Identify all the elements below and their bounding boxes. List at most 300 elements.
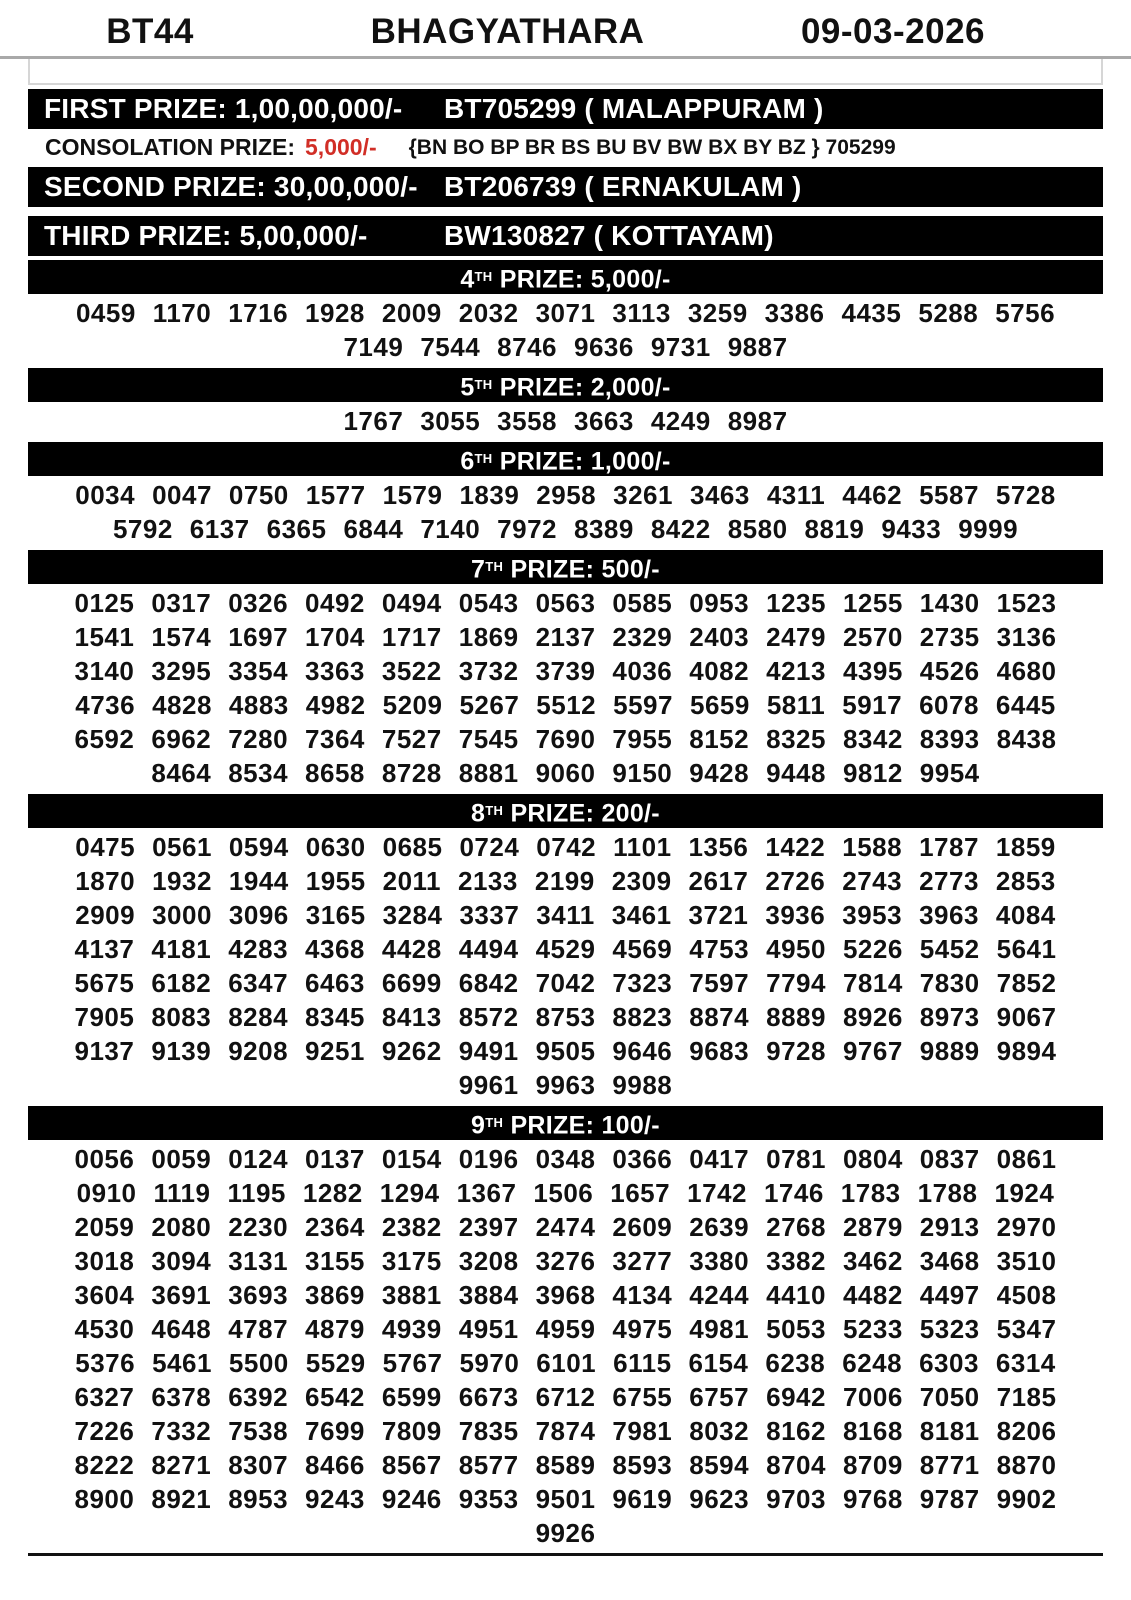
prize-number: 4181 <box>151 934 212 964</box>
prize-number: 3732 <box>458 656 519 686</box>
prize-number: 3261 <box>613 480 673 510</box>
third-prize-bar <box>28 216 1103 256</box>
prize-number: 1783 <box>840 1178 901 1208</box>
prize-number: 2474 <box>535 1212 596 1242</box>
prize-number: 1839 <box>459 480 520 510</box>
prize-number: 2137 <box>535 622 596 652</box>
prize-number: 1235 <box>766 588 826 618</box>
prize-number: 8307 <box>228 1450 289 1480</box>
prize-number: 1788 <box>917 1178 978 1208</box>
number-row <box>0 512 1131 546</box>
prize-number: 5597 <box>613 690 673 720</box>
prize-number: 4213 <box>766 656 826 686</box>
prize-number: 1944 <box>228 866 289 896</box>
number-row <box>0 1380 1131 1414</box>
prize-number: 8162 <box>766 1416 826 1446</box>
prize-number: 1255 <box>842 588 903 618</box>
prize-number: 3055 <box>420 406 481 436</box>
prize-number: 2309 <box>611 866 672 896</box>
prize-number: 9139 <box>151 1036 212 1066</box>
prize-number: 8222 <box>74 1450 135 1480</box>
prize-number: 9491 <box>458 1036 519 1066</box>
prize-section <box>0 1106 1131 1550</box>
prize-number: 8580 <box>727 514 788 544</box>
number-row <box>0 1312 1131 1346</box>
number-row <box>0 1210 1131 1244</box>
prize-number: 2570 <box>842 622 903 652</box>
prize-number: 3094 <box>151 1246 212 1276</box>
prize-number: 2958 <box>536 480 597 510</box>
prize-number: 2735 <box>919 622 980 652</box>
prize-number: 9731 <box>650 332 711 362</box>
prize-number: 3136 <box>996 622 1057 652</box>
prize-section-header: 6TH PRIZE: 1,000/- <box>28 442 1103 476</box>
prize-number: 9683 <box>689 1036 750 1066</box>
prize-number: 8589 <box>535 1450 596 1480</box>
prize-number: 6365 <box>266 514 327 544</box>
prize-number: 1506 <box>533 1178 594 1208</box>
prize-number: 5053 <box>766 1314 826 1344</box>
first-prize-bar <box>28 89 1103 129</box>
prize-number: 1170 <box>152 298 212 328</box>
prize-number: 0034 <box>75 480 136 510</box>
prize-number: 0953 <box>689 588 750 618</box>
prize-number: 4134 <box>612 1280 673 1310</box>
prize-number: 2397 <box>458 1212 519 1242</box>
number-row <box>0 1516 1131 1550</box>
number-row <box>0 586 1131 620</box>
prize-number: 8819 <box>804 514 865 544</box>
prize-number: 4462 <box>842 480 903 510</box>
prize-number: 3071 <box>535 298 596 328</box>
prize-number: 7794 <box>766 968 826 998</box>
number-row <box>0 932 1131 966</box>
prize-number: 3663 <box>574 406 634 436</box>
prize-number: 0326 <box>228 588 289 618</box>
prize-number: 9894 <box>996 1036 1057 1066</box>
prize-number: 5728 <box>995 480 1056 510</box>
prize-number: 4530 <box>74 1314 135 1344</box>
prize-number: 5226 <box>842 934 903 964</box>
faded-strip <box>28 59 1103 85</box>
prize-number: 3000 <box>152 900 212 930</box>
prize-number: 7981 <box>612 1416 673 1446</box>
prize-number: 8032 <box>689 1416 750 1446</box>
prize-number: 9812 <box>842 758 903 788</box>
prize-number: 6599 <box>381 1382 442 1412</box>
prize-number: 3113 <box>612 298 671 328</box>
prize-number: 2479 <box>766 622 826 652</box>
prize-number: 6154 <box>688 1348 749 1378</box>
prize-number: 3693 <box>228 1280 289 1310</box>
prize-number: 4736 <box>75 690 136 720</box>
number-row <box>0 966 1131 1000</box>
prize-number: 1367 <box>456 1178 517 1208</box>
third-prize-winner: BW130827 ( KOTTAYAM) <box>444 220 774 251</box>
prize-number: 1870 <box>75 866 136 896</box>
prize-number: 0366 <box>612 1144 673 1174</box>
prize-number: 4939 <box>381 1314 442 1344</box>
prize-number: 7527 <box>381 724 442 754</box>
prize-number: 8325 <box>766 724 826 754</box>
prize-number: 2639 <box>689 1212 750 1242</box>
prize-number: 8577 <box>458 1450 519 1480</box>
second-prize-bar <box>28 167 1103 207</box>
prize-number: 0047 <box>152 480 212 510</box>
consolation-label: CONSOLATION PRIZE: <box>45 134 296 160</box>
number-row <box>0 1034 1131 1068</box>
prize-number: 7972 <box>497 514 557 544</box>
prize-number: 5267 <box>459 690 520 720</box>
prize-number: 4508 <box>996 1280 1057 1310</box>
prize-number: 3131 <box>228 1246 289 1276</box>
prize-number: 0317 <box>151 588 212 618</box>
prize-number: 0154 <box>381 1144 442 1174</box>
prize-number: 7323 <box>612 968 673 998</box>
prize-number: 8870 <box>996 1450 1057 1480</box>
prize-number: 6078 <box>919 690 979 720</box>
prize-number: 9963 <box>535 1070 596 1100</box>
prize-number: 8393 <box>919 724 980 754</box>
prize-number: 6137 <box>189 514 250 544</box>
prize-number: 6757 <box>689 1382 750 1412</box>
number-row <box>0 478 1131 512</box>
prize-number: 0196 <box>458 1144 519 1174</box>
number-row <box>0 1176 1131 1210</box>
prize-number: 7332 <box>151 1416 212 1446</box>
prize-number: 5756 <box>995 298 1056 328</box>
prize-number: 9246 <box>381 1484 442 1514</box>
number-row <box>0 1346 1131 1380</box>
prize-number: 3468 <box>919 1246 980 1276</box>
consolation-prize-row <box>28 132 1103 163</box>
prize-number: 4959 <box>535 1314 596 1344</box>
prize-number: 0910 <box>76 1178 137 1208</box>
prize-number: 0056 <box>74 1144 135 1174</box>
prize-number: 8889 <box>766 1002 826 1032</box>
first-prize-label: FIRST PRIZE: 1,00,00,000/- <box>44 93 403 124</box>
prize-number: 8973 <box>919 1002 980 1032</box>
prize-number: 4526 <box>919 656 980 686</box>
prize-number: 4883 <box>228 690 289 720</box>
prize-number: 9501 <box>535 1484 596 1514</box>
prize-number: 3604 <box>74 1280 135 1310</box>
prize-number: 9623 <box>689 1484 750 1514</box>
prize-number: 6673 <box>458 1382 519 1412</box>
prize-number: 0494 <box>381 588 442 618</box>
prize-number: 3869 <box>305 1280 365 1310</box>
prize-number: 8823 <box>612 1002 673 1032</box>
prize-number: 2230 <box>228 1212 289 1242</box>
prize-number: 4137 <box>74 934 135 964</box>
prize-number: 1717 <box>381 622 442 652</box>
prize-number: 6101 <box>536 1348 597 1378</box>
prize-number: 7809 <box>381 1416 442 1446</box>
prize-number: 8753 <box>535 1002 596 1032</box>
prize-number: 4950 <box>766 934 826 964</box>
prize-number: 8422 <box>650 514 711 544</box>
prize-number: 4569 <box>612 934 673 964</box>
prize-number: 1704 <box>305 622 365 652</box>
prize-number: 3936 <box>765 900 826 930</box>
bottom-divider <box>28 1553 1103 1556</box>
prize-number: 6844 <box>343 514 404 544</box>
prize-number: 4951 <box>458 1314 519 1344</box>
prize-number: 4787 <box>228 1314 289 1344</box>
prize-number: 0685 <box>382 832 443 862</box>
prize-number: 4428 <box>381 934 442 964</box>
prize-number: 2909 <box>75 900 136 930</box>
number-row <box>0 1244 1131 1278</box>
prize-number: 3208 <box>458 1246 519 1276</box>
prize-number: 2382 <box>381 1212 442 1242</box>
prize-number: 9433 <box>881 514 942 544</box>
prize-number: 0475 <box>75 832 136 862</box>
prize-number: 1657 <box>610 1178 671 1208</box>
prize-section-header: 7TH PRIZE: 500/- <box>28 550 1103 584</box>
prize-number: 4529 <box>535 934 596 964</box>
prize-number: 9353 <box>458 1484 519 1514</box>
prize-section-header: 9TH PRIZE: 100/- <box>28 1106 1103 1140</box>
prize-number: 1588 <box>842 832 903 862</box>
number-row <box>0 1278 1131 1312</box>
prize-number: 9728 <box>766 1036 826 1066</box>
prize-number: 7874 <box>535 1416 596 1446</box>
prize-number: 3691 <box>151 1280 212 1310</box>
prize-number: 1932 <box>152 866 212 896</box>
prize-number: 3461 <box>611 900 672 930</box>
prize-number: 2199 <box>534 866 595 896</box>
number-row <box>0 1068 1131 1102</box>
prize-number: 8534 <box>228 758 289 788</box>
prize-number: 1195 <box>227 1178 286 1208</box>
prize-number: 7814 <box>842 968 903 998</box>
number-row <box>0 722 1131 756</box>
prize-number: 8771 <box>919 1450 980 1480</box>
prize-number: 0804 <box>842 1144 903 1174</box>
prize-number: 1716 <box>228 298 289 328</box>
prize-number: 0585 <box>612 588 673 618</box>
prize-number: 5641 <box>996 934 1057 964</box>
prize-number: 5233 <box>842 1314 903 1344</box>
prize-number: 0837 <box>919 1144 980 1174</box>
number-row <box>0 296 1131 330</box>
prize-number: 4311 <box>766 480 826 510</box>
prize-number: 2009 <box>381 298 442 328</box>
prize-number: 1119 <box>153 1178 211 1208</box>
prize-number: 2617 <box>688 866 749 896</box>
prize-number: 1869 <box>458 622 519 652</box>
prize-number: 5675 <box>74 968 135 998</box>
prize-number: 6712 <box>535 1382 596 1412</box>
lottery-title: BHAGYATHARA <box>370 12 645 51</box>
prize-number: 1928 <box>305 298 365 328</box>
prize-number: 3277 <box>612 1246 673 1276</box>
prize-number: 0348 <box>535 1144 596 1174</box>
prize-number: 6942 <box>766 1382 826 1412</box>
prize-number: 0861 <box>996 1144 1057 1174</box>
prize-number: 7830 <box>919 968 980 998</box>
prize-number: 2773 <box>919 866 979 896</box>
prize-number: 6842 <box>458 968 519 998</box>
prize-number: 0561 <box>152 832 212 862</box>
prize-number: 7699 <box>305 1416 365 1446</box>
prize-number: 1101 <box>613 832 672 862</box>
prize-number: 4410 <box>766 1280 826 1310</box>
consolation-series: {BN BO BP BR BS BU BV BW BX BY BZ } 705299 <box>408 135 896 159</box>
prize-number: 3721 <box>688 900 749 930</box>
prize-number: 4981 <box>689 1314 750 1344</box>
prize-number: 5587 <box>919 480 979 510</box>
consolation-amount: 5,000/- <box>305 134 377 160</box>
prize-number: 1924 <box>994 1178 1055 1208</box>
prize-number: 2329 <box>612 622 673 652</box>
prize-number: 8466 <box>305 1450 365 1480</box>
prize-number: 5209 <box>382 690 443 720</box>
prize-number: 7545 <box>458 724 519 754</box>
prize-number: 8593 <box>612 1450 673 1480</box>
prize-number: 4082 <box>689 656 750 686</box>
prize-number: 4828 <box>152 690 212 720</box>
prize-number: 6182 <box>151 968 212 998</box>
prize-number: 3018 <box>74 1246 135 1276</box>
prize-number: 9767 <box>842 1036 903 1066</box>
prize-number: 1577 <box>305 480 366 510</box>
prize-number: 5659 <box>689 690 750 720</box>
prize-number: 8926 <box>842 1002 903 1032</box>
prize-number: 6303 <box>919 1348 979 1378</box>
prize-number: 7852 <box>996 968 1057 998</box>
prize-number: 6327 <box>74 1382 135 1412</box>
prize-number: 0417 <box>689 1144 750 1174</box>
number-row <box>0 688 1131 722</box>
prize-number: 2364 <box>305 1212 365 1242</box>
prize-number: 1523 <box>996 588 1057 618</box>
prize-number: 1541 <box>74 622 135 652</box>
prize-number: 5347 <box>996 1314 1057 1344</box>
second-prize-winner: BT206739 ( ERNAKULAM ) <box>444 171 802 202</box>
draw-date: 09-03-2026 <box>800 12 986 51</box>
prize-number: 4482 <box>842 1280 903 1310</box>
prize-number: 0781 <box>766 1144 826 1174</box>
prize-number: 2768 <box>766 1212 826 1242</box>
prize-number: 3386 <box>764 298 825 328</box>
prize-number: 7544 <box>420 332 481 362</box>
prize-number: 7280 <box>228 724 289 754</box>
prize-number: 7042 <box>535 968 596 998</box>
prize-number: 6378 <box>151 1382 212 1412</box>
prize-number: 3739 <box>535 656 596 686</box>
prize-number: 6347 <box>228 968 289 998</box>
prize-number: 4368 <box>305 934 365 964</box>
prize-number: 7905 <box>74 1002 135 1032</box>
prize-number: 7140 <box>420 514 481 544</box>
prize-number: 8746 <box>497 332 557 362</box>
prize-number: 7006 <box>842 1382 903 1412</box>
prize-number: 3881 <box>381 1280 442 1310</box>
prize-number: 9619 <box>612 1484 673 1514</box>
prize-number: 9999 <box>958 514 1019 544</box>
prize-number: 8152 <box>689 724 750 754</box>
prize-number: 1574 <box>151 622 212 652</box>
number-row <box>0 1142 1131 1176</box>
prize-number: 2011 <box>382 866 442 896</box>
prize-number: 0750 <box>228 480 289 510</box>
prize-number: 3140 <box>74 656 135 686</box>
number-row <box>0 830 1131 864</box>
prize-number: 6445 <box>995 690 1056 720</box>
number-row <box>0 330 1131 364</box>
number-row <box>0 898 1131 932</box>
prize-number: 1579 <box>382 480 443 510</box>
prize-number: 8881 <box>458 758 519 788</box>
prize-number: 3382 <box>766 1246 826 1276</box>
second-prize-label: SECOND PRIZE: 30,00,000/- <box>44 171 418 202</box>
prize-number: 8271 <box>151 1450 212 1480</box>
number-row <box>0 1000 1131 1034</box>
prize-number: 9505 <box>535 1036 596 1066</box>
prize-number: 1955 <box>305 866 366 896</box>
prize-number: 5970 <box>459 1348 520 1378</box>
prize-number: 5500 <box>228 1348 289 1378</box>
number-row <box>0 404 1131 438</box>
prize-number: 4084 <box>995 900 1056 930</box>
prize-number: 8464 <box>151 758 212 788</box>
prize-number: 6463 <box>305 968 365 998</box>
prize-number: 5767 <box>382 1348 443 1378</box>
prize-number: 3259 <box>687 298 748 328</box>
prize-number: 4680 <box>996 656 1057 686</box>
number-row <box>0 1414 1131 1448</box>
prize-number: 7364 <box>305 724 365 754</box>
prize-number: 1356 <box>688 832 749 862</box>
page-header <box>0 0 1131 52</box>
prize-section <box>0 260 1131 364</box>
prize-number: 4036 <box>612 656 673 686</box>
prize-number: 1430 <box>919 588 980 618</box>
prize-number: 8342 <box>842 724 903 754</box>
prize-number: 6115 <box>613 1348 672 1378</box>
prize-number: 3284 <box>382 900 443 930</box>
prize-number: 0594 <box>228 832 289 862</box>
prize-number: 4244 <box>689 1280 750 1310</box>
prize-number: 8900 <box>74 1484 135 1514</box>
prize-number: 1787 <box>919 832 979 862</box>
prize-number: 5792 <box>112 514 173 544</box>
prize-number: 6592 <box>74 724 135 754</box>
prize-number: 0459 <box>75 298 136 328</box>
prize-number: 7597 <box>689 968 750 998</box>
prize-number: 5529 <box>305 1348 366 1378</box>
prize-number: 5512 <box>536 690 597 720</box>
prize-number: 8987 <box>727 406 788 436</box>
prize-number: 8704 <box>766 1450 826 1480</box>
prize-number: 9887 <box>727 332 788 362</box>
prize-number: 4982 <box>305 690 366 720</box>
prize-number: 2403 <box>689 622 750 652</box>
prize-number: 3096 <box>228 900 289 930</box>
prize-number: 1859 <box>995 832 1056 862</box>
number-row <box>0 654 1131 688</box>
prize-number: 0563 <box>535 588 596 618</box>
prize-number: 9636 <box>574 332 634 362</box>
prize-number: 3354 <box>228 656 289 686</box>
prize-number: 6314 <box>995 1348 1056 1378</box>
prize-number: 1697 <box>228 622 289 652</box>
number-row <box>0 1482 1131 1516</box>
prize-number: 3165 <box>305 900 366 930</box>
prize-number: 3510 <box>996 1246 1057 1276</box>
